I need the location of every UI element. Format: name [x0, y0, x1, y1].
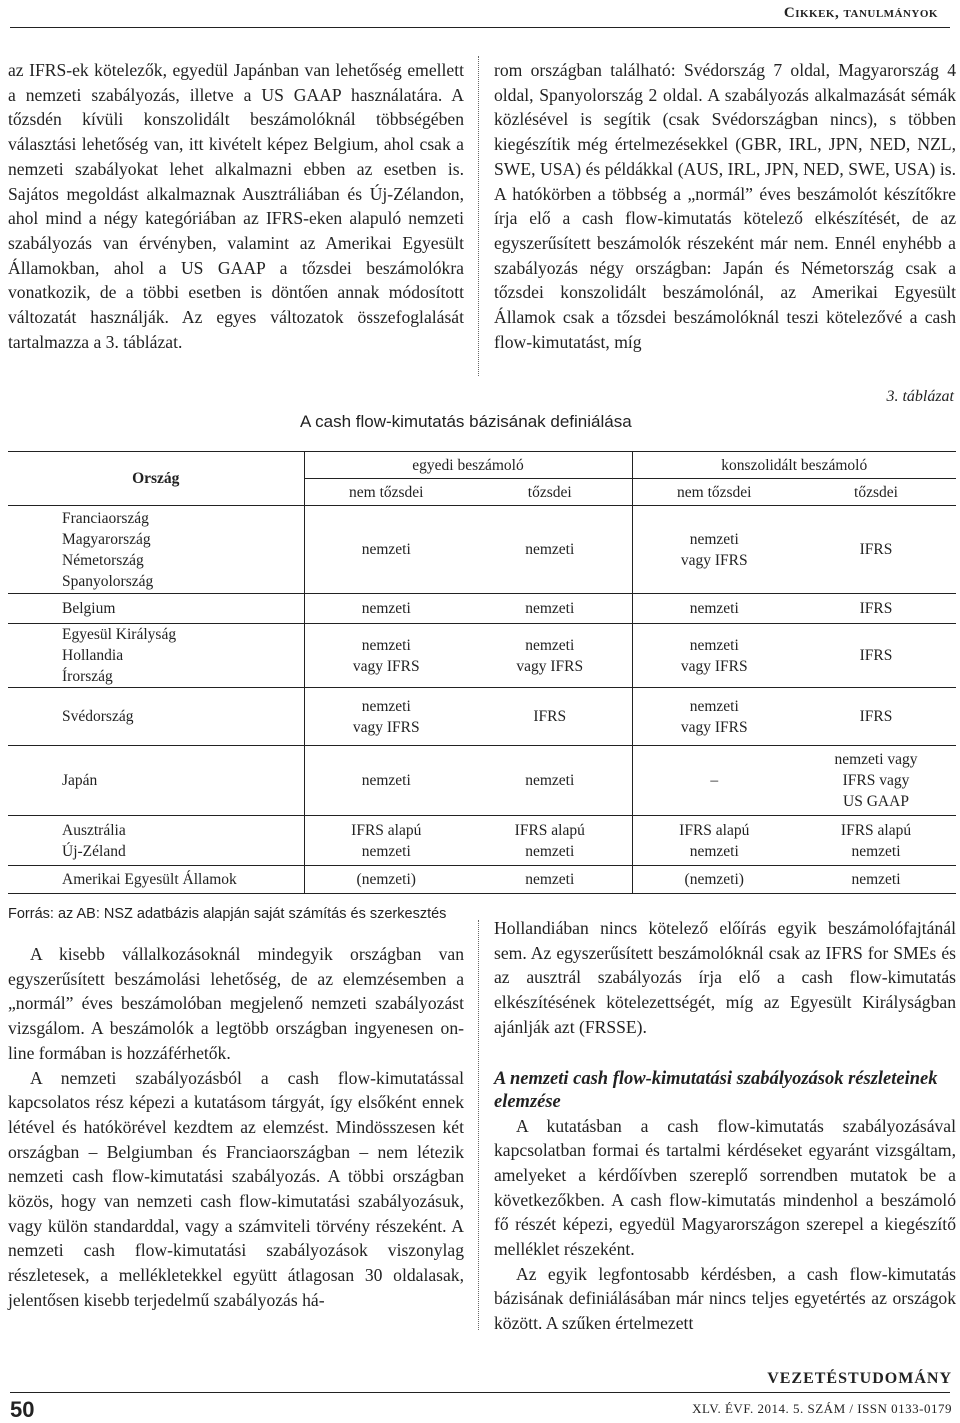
- value-cell: nemzeti vagy IFRS: [680, 636, 748, 675]
- value-cell: IFRS: [859, 647, 893, 664]
- value-cell: nemzeti: [468, 506, 632, 594]
- value-cell: IFRS alapú nemzeti: [351, 821, 422, 860]
- cash-flow-table: [8, 451, 956, 894]
- value-cell: IFRS alapú nemzeti: [468, 816, 632, 866]
- bottom-left-column: [8, 942, 464, 1313]
- table-source: Forrás: az AB: NSZ adatbázis alapján saját számítás és szerkesztés: [8, 906, 447, 922]
- country-cell: Franciaország Magyarország Németország Spanyolország: [8, 506, 304, 594]
- country-cell: Egyesül Királyság Hollandia Írország: [8, 624, 304, 688]
- magazine-title: VEZETÉSTUDOMÁNY: [767, 1370, 952, 1387]
- country-cell: Japán: [8, 746, 304, 816]
- table-body: [8, 506, 956, 894]
- subheader: nem tőzsdei: [632, 479, 796, 506]
- table-row: [8, 746, 956, 816]
- value-cell: IFRS: [859, 708, 893, 725]
- value-cell: IFRS alapú nemzeti: [840, 821, 912, 860]
- value-cell: nemzeti vagy IFRS: [468, 624, 632, 688]
- section-heading: A nemzeti cash flow-kimutatási szabályozások részleteinek elemzése: [494, 1068, 938, 1112]
- table-row: [8, 506, 956, 594]
- group-header-consolidated: konszolidált beszámoló: [632, 452, 956, 479]
- country-cell: Ausztrália Új-Zéland: [8, 816, 304, 866]
- country-cell: Svédország: [8, 688, 304, 746]
- footer-rule: [10, 1392, 950, 1393]
- page-number: 50: [10, 1397, 35, 1422]
- value-cell: nemzeti: [796, 866, 956, 894]
- value-cell: nemzeti: [361, 772, 411, 789]
- subheader: tőzsdei: [796, 479, 956, 506]
- value-cell: –: [710, 772, 719, 789]
- bottom-right-column: [494, 916, 956, 1336]
- country-cell: Belgium: [8, 594, 304, 624]
- column-divider: [478, 920, 479, 1330]
- table-row: [8, 816, 956, 866]
- value-cell: (nemzeti): [632, 866, 796, 894]
- table-row: [8, 594, 956, 624]
- group-header-individual: egyedi beszámoló: [304, 452, 632, 479]
- value-cell: nemzeti vagy IFRS: [352, 697, 420, 736]
- value-cell: IFRS: [468, 688, 632, 746]
- paragraph: A nemzeti szabályozásból a cash flow-kimutatással kapcsolatos rész képezi a kutatásom tárgyát, így elsőként ennek létével és hatókörével kezdtem az elemzést. Mindösszesen két országban – Belgiumban és Franciaországban – nem létezik nemzeti cash flow-kimutatási szabályozás. A többi országban közös, hogy van nemzeti cash flow-kimutatási szabályozásuk, vagy külön standarddal, vagy a számviteli törvény részeként. A nemzeti cash flow-kimutatási szabályozások viszonylag részletesek, a mellékletekkel együtt átlagosan 30 oldalasak, jelentősen kisebb terjedelmű szabályozás há-: [8, 1067, 464, 1310]
- paragraph: Hollandiában nincs kötelező előírás egyik beszámolófajtánál sem. Az egyszerűsített beszámolóknál csak az IFRS for SMEs és az ausztrál szabályozás írja elő a cash flow-kimutatás elkészítésének kötelezettségét, míg az Egyesült Királyságban ajánlják azt (FRSSE).: [494, 918, 956, 1037]
- value-cell: nemzeti: [361, 541, 411, 558]
- value-cell: IFRS: [859, 541, 893, 558]
- subheader: tőzsdei: [468, 479, 632, 506]
- value-cell: nemzeti: [468, 746, 632, 816]
- top-left-column: [8, 58, 464, 354]
- value-cell: nemzeti vagy IFRS: [352, 636, 420, 675]
- top-right-column: [494, 58, 956, 354]
- page-header: [0, 0, 960, 30]
- table-row: [8, 624, 956, 688]
- column-divider: [478, 56, 479, 376]
- value-cell: nemzeti: [361, 600, 411, 617]
- header-rule: [10, 27, 950, 28]
- paragraph: az IFRS-ek kötelezők, egyedül Japánban van lehetőség emellett a nemzeti szabályozás, illetve a US GAAP használatára. A tőzsdén kívüli konszolidált beszámolóknál többségében választási lehetőség van, itt kivételt képez Belgium, ahol csak a nemzeti szabályokat lehet alkalmazni ebben az esetben is. Sajátos megoldást alkalmaznak Ausztráliában és Új-Zélandon, ahol mind a négy kategóriában az IFRS-eken alapuló nemzeti szabályozás van érvényben, valamint az Amerikai Egyesült Államokban, ahol a US GAAP a tőzsdei beszámolókra vonatkozik, de a többi esetben is döntően annak módosított változatát használják. Az egyes változatok összefoglalását tartalmazza a 3. táblázat.: [8, 60, 464, 352]
- table-row: [8, 688, 956, 746]
- value-cell: nemzeti vagy IFRS: [680, 530, 748, 569]
- value-cell: IFRS: [859, 600, 893, 617]
- value-cell: (nemzeti): [304, 866, 468, 894]
- value-cell: nemzeti vagy IFRS vagy US GAAP: [834, 751, 918, 810]
- paragraph: A kisebb vállalkozásoknál mindegyik országban van egyszerűsített beszámolási lehetőség, de az elemzésemben a „normál” éves beszámolóban megjelenő nemzeti szabályozást vizsgálom. A beszámolók a legtöbb országban ingyenesen on-line formában is hozzáférhetők.: [8, 944, 464, 1063]
- value-cell: nemzeti: [468, 594, 632, 624]
- issue-info: XLV. ÉVF. 2014. 5. SZÁM / ISSN 0133-0179: [692, 1401, 952, 1416]
- paragraph: Az egyik legfontosabb kérdésben, a cash flow-kimutatás bázisának definiálásában már nincs teljes egyetértés az országok között. A szűken értelmezett: [494, 1263, 956, 1334]
- paragraph: A kutatásban a cash flow-kimutatás szabályozásával kapcsolatban formai és tartalmi kérdéseket egyaránt vizsgáltam, amelyeket a kérdőívben szereplő sorrendben mutatok be a következőkben. A cash flow-kimutatás mindenhol a beszámoló fő részét képezi, egyedül Magyarországon szerepel a kiegészítő melléklet részeként.: [494, 1115, 956, 1260]
- subheader: nem tőzsdei: [304, 479, 468, 506]
- value-cell: nemzeti: [689, 600, 739, 617]
- paragraph: rom országban található: Svédország 7 oldal, Magyarország 4 oldal, Spanyolország 2 oldal. A szabályozás alkalmazását sémák közlésével is segítik (csak Svédországban nincs), s többen kiegészítik még értelmezésekkel (GBR, IRL, JPN, NED, NZL, SWE, USA) és példákkal (AUS, IRL, JPN, NED, SWE, USA) is. A hatókörben a többség a „normál” éves beszámolót készítőkre írja elő a cash flow-kimutatás kötelező elkészítését, de az egyszerűsített beszámolók részeként már nem. Ennél enyhébb a szabályozás négy országban: Japán és Németország csak a tőzsdei konszolidált beszámolónál, az Amerikai Egyesült Államok csak a tőzsdei beszámolóknál teszi kötelezővé a cash flow-kimutatást, míg: [494, 60, 956, 352]
- table-row: [8, 866, 956, 894]
- country-cell: Amerikai Egyesült Államok: [8, 866, 304, 894]
- table-label: 3. táblázat: [886, 388, 954, 405]
- value-cell: nemzeti: [468, 866, 632, 894]
- value-cell: nemzeti vagy IFRS: [680, 697, 748, 736]
- value-cell: IFRS alapú nemzeti: [679, 821, 750, 860]
- table-title: A cash flow-kimutatás bázisának definiálása: [300, 412, 632, 431]
- country-header: Ország: [8, 452, 304, 506]
- section-title: Cikkek, tanulmányok: [783, 5, 938, 21]
